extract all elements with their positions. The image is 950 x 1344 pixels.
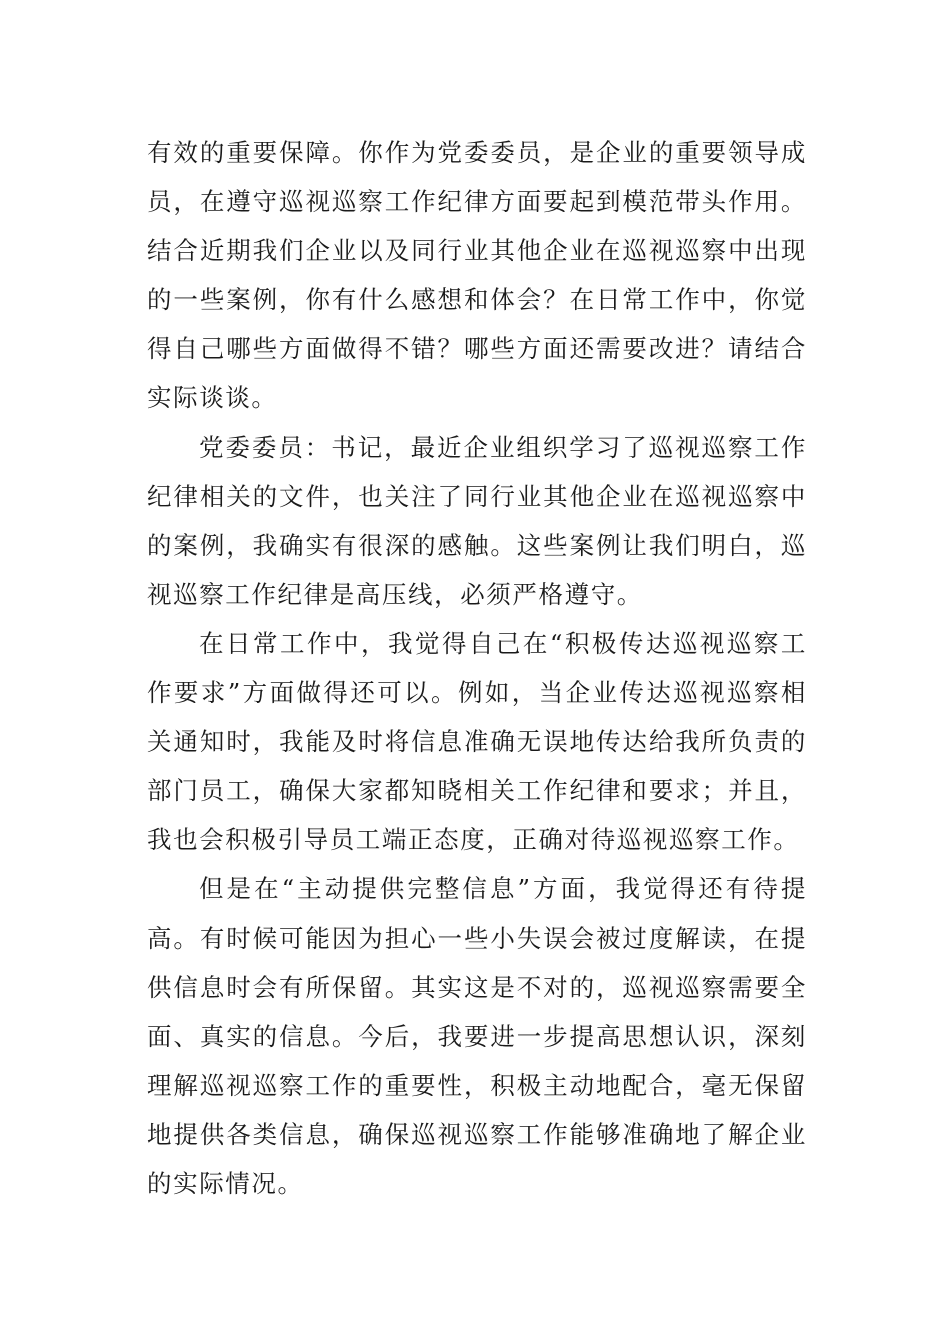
paragraph-continued-question: 有效的重要保障。你作为党委委员，是企业的重要领导成员，在遵守巡视巡察工作纪律方面要起到模范带头作用。结合近期我们企业以及同行业其他企业在巡视巡察中出现的一些案例，你有什么感想和体会？在日常工作中，你觉得自己哪些方面做得不错？哪些方面还需要改进？请结合实际谈谈。 (147, 138, 807, 413)
document-body (147, 128, 807, 1208)
paragraph-committee-member-answer: 党委委员：书记，最近企业组织学习了巡视巡察工作纪律相关的文件，也关注了同行业其他企业在巡视巡察中的案例，我确实有很深的感触。这些案例让我们明白，巡视巡察工作纪律是高压线，必须严格遵守。 (147, 432, 807, 609)
paragraph-daily-work-strengths: 在日常工作中，我觉得自己在“积极传达巡视巡察工作要求”方面做得还可以。例如，当企业传达巡视巡察相关通知时，我能及时将信息准确无误地传达给我所负责的部门员工，确保大家都知晓相关工作纪律和要求；并且，我也会积极引导员工端正态度，正确对待巡视巡察工作。 (147, 628, 807, 855)
paragraph-areas-to-improve: 但是在“主动提供完整信息”方面，我觉得还有待提高。有时候可能因为担心一些小失误会被过度解读，在提供信息时会有所保留。其实这是不对的，巡视巡察需要全面、真实的信息。今后，我要进一步提高思想认识，深刻理解巡视巡察工作的重要性，积极主动地配合，毫无保留地提供各类信息，确保巡视巡察工作能够准确地了解企业的实际情况。 (147, 874, 807, 1198)
